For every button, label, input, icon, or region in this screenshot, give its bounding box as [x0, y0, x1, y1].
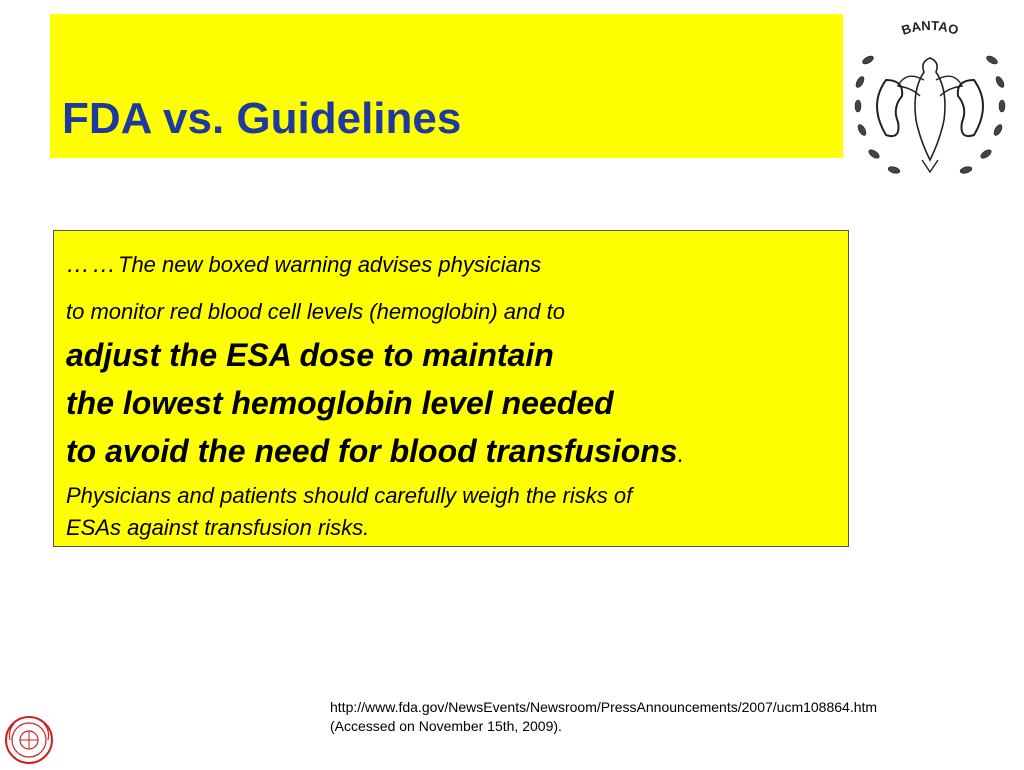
reference-accessed: (Accessed on November 15th, 2009). [330, 718, 562, 734]
quote-line-2: to monitor red blood cell levels (hemoglobin) and to [66, 299, 565, 324]
quote-line-3: adjust the ESA dose to maintain [66, 337, 554, 373]
quote-line-5 [66, 433, 684, 470]
quote-line-4: the lowest hemoglobin level needed [66, 385, 614, 421]
bantao-emblem-icon [846, 10, 1014, 188]
reference-citation [330, 698, 877, 736]
title-band [50, 14, 843, 158]
slide-title: FDA vs. Guidelines [62, 94, 462, 143]
reference-url: http://www.fda.gov/NewsEvents/Newsroom/PressAnnouncements/2007/ucm108864.htm [330, 699, 878, 715]
quote-line-5-period: . [677, 441, 685, 468]
quote-ellipsis: …… [66, 251, 118, 278]
logo-text: BANTAO [899, 17, 961, 38]
fda-quote-box [53, 230, 849, 547]
quote-line-6: Physicians and patients should carefully weigh the risks of [66, 483, 633, 508]
society-seal [4, 715, 54, 765]
quote-line-7: ESAs against transfusion risks. [66, 515, 370, 540]
seal-icon [4, 715, 54, 765]
bantao-logo [846, 10, 1014, 188]
quote-line-1-text: The new boxed warning advises physicians [118, 252, 542, 277]
quote-line-5-text: to avoid the need for blood transfusions [66, 433, 678, 469]
quote-line-1 [66, 251, 541, 279]
